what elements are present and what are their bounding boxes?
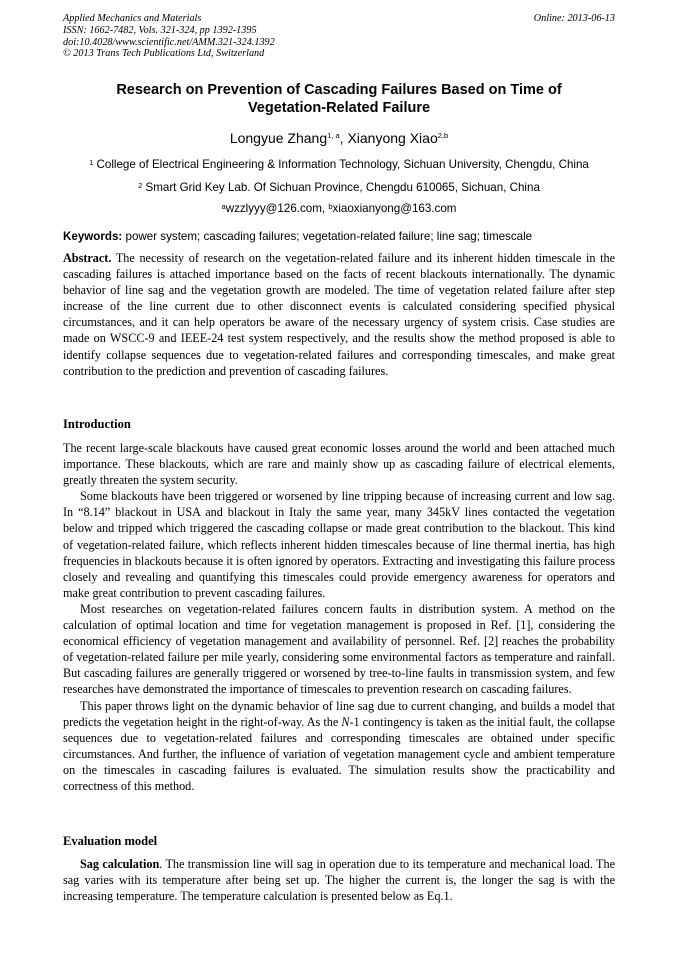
affiliation-1-marker: 1 bbox=[89, 158, 94, 167]
keywords-label: Keywords: bbox=[63, 230, 123, 243]
abstract-label: Abstract. bbox=[63, 251, 112, 265]
abstract bbox=[63, 250, 615, 379]
email-a-marker: a bbox=[221, 202, 226, 211]
email-b[interactable]: xiaoxianyong@163.com bbox=[332, 202, 457, 215]
affiliation-2-text: Smart Grid Key Lab. Of Sichuan Province, Chengdu 610065, Sichuan, China bbox=[145, 181, 540, 194]
doi-line: doi:10.4028/www.scientific.net/AMM.321-324.1392 bbox=[63, 36, 275, 48]
author-1: Longyue Zhang bbox=[229, 130, 328, 146]
keywords bbox=[63, 229, 615, 244]
affiliation-1 bbox=[50, 157, 628, 172]
author-list bbox=[63, 129, 615, 147]
introduction-heading: Introduction bbox=[63, 417, 131, 431]
email-b-marker: b bbox=[328, 202, 333, 211]
author-emails bbox=[50, 201, 628, 216]
affiliation-2 bbox=[50, 180, 628, 195]
author-2: Xianyong Xiao bbox=[347, 130, 438, 146]
author-2-marker: 2,b bbox=[437, 131, 449, 140]
intro-paragraph-4: This paper throws light on the dynamic behavior of line sag due to current changing, and builds a model that predicts the vegetation height in the right-of-way. As the N-1 contingency is taken as the initial fault, the collapse sequences due to vegetation-related failures and corresponding timescales are obtained under specific circumstances. And further, the influence of variation of vegetation management cycle and ambient temperature on the timescales in cascading failures is evaluated. The simulation results show the practicability and correctness of this method. bbox=[63, 698, 615, 793]
introduction-body bbox=[63, 440, 615, 794]
abstract-text: The necessity of research on the vegetation-related failure and its inherent hidden timescale in the cascading failures is attached importance based on the facts of recent blackouts internationally. The dynamic behavior of line sag and the vegetation growth are modeled. The time of vegetation related failure after step increase of the line current due to other disconnect events is calculated considering specified physical circumstances, and it can help operators be aware of the necessary urgency of system crisis. Case studies are made on WSCC-9 and IEEE-24 test system respectively, and the results show the method proposed is able to identify collapse sequences due to vegetation-related failures and corresponding timescales, and make great contribution to the prediction and prevention of cascading failures. bbox=[63, 251, 615, 378]
intro-paragraph-2: Some blackouts have been triggered or worsened by line tripping because of increasing current and low sag. In “8.14” blackout in USA and blackout in Italy the same year, many 345kV lines contacted the vegetation below and tripped which triggered the cascading collapse or made great contribution to the blackout. This kind of vegetation-related failure, which reflects inherent hidden timescales because of line thermal inertia, has high frequencies in blackouts because it is often ignored by operators. Extracting and investigating this failure process closely and revealing and quantifying this timescales could provide emergency awareness for operators and make great contribution to prevent cascading failures. bbox=[63, 489, 615, 600]
intro-paragraph-1: The recent large-scale blackouts have caused great economic losses around the world and been attached much importance. These blackouts, which are rare and mainly show up as cascading failure of electrical elements, greatly threaten the system security. bbox=[63, 441, 615, 488]
evaluation-heading: Evaluation model bbox=[63, 834, 158, 848]
sag-calculation-label: Sag calculation bbox=[80, 857, 160, 871]
intro-paragraph-3: Most researches on vegetation-related failures concern faults in distribution system. A method on the calculation of optimal location and time for vegetation management is proposed in Ref. [1], considering the economical efficiency of vegetation management and availability of personnel. Ref. [2] reaches the probability of vegetation-related failure per mile yearly, considering some environmental factors as temperature and rainfall. But cascading failures are generally triggered or worsened by tree-to-line faults in transmission system, and few researches have demonstrated the importance of timescales to prevention research on cascading failures. bbox=[63, 601, 615, 697]
paper-title bbox=[63, 81, 615, 117]
email-a[interactable]: wzzlyyy@126.com, bbox=[225, 202, 329, 215]
sag-calculation-text: . The transmission line will sag in operation due to its temperature and mechanical load. The sag varies with its temperature after being set up. The higher the current is, the longer the sag is with the increasing temperature. The temperature calculation is presented below as Eq.1. bbox=[63, 857, 615, 904]
author-separator: , bbox=[339, 130, 348, 146]
issn-line: ISSN: 1662-7482, Vols. 321-324, pp 1392-1395 bbox=[63, 24, 257, 36]
journal-name: Applied Mechanics and Materials bbox=[63, 13, 202, 24]
sag-calculation-body bbox=[63, 856, 615, 904]
title-line-1: Research on Prevention of Cascading Failures Based on Time of bbox=[116, 82, 562, 98]
keywords-text: power system; cascading failures; vegetation-related failure; line sag; timescale bbox=[122, 230, 533, 243]
affiliation-1-text: College of Electrical Engineering & Information Technology, Sichuan University, Chengdu, China bbox=[96, 158, 589, 171]
title-line-2: Vegetation-Related Failure bbox=[247, 100, 431, 116]
journal-header bbox=[63, 13, 615, 60]
author-1-marker: 1, a bbox=[327, 131, 340, 140]
affiliation-2-marker: 2 bbox=[138, 181, 143, 190]
copyright-line: © 2013 Trans Tech Publications Ltd, Switzerland bbox=[63, 48, 265, 60]
online-date: Online: 2013-06-13 bbox=[533, 13, 615, 24]
